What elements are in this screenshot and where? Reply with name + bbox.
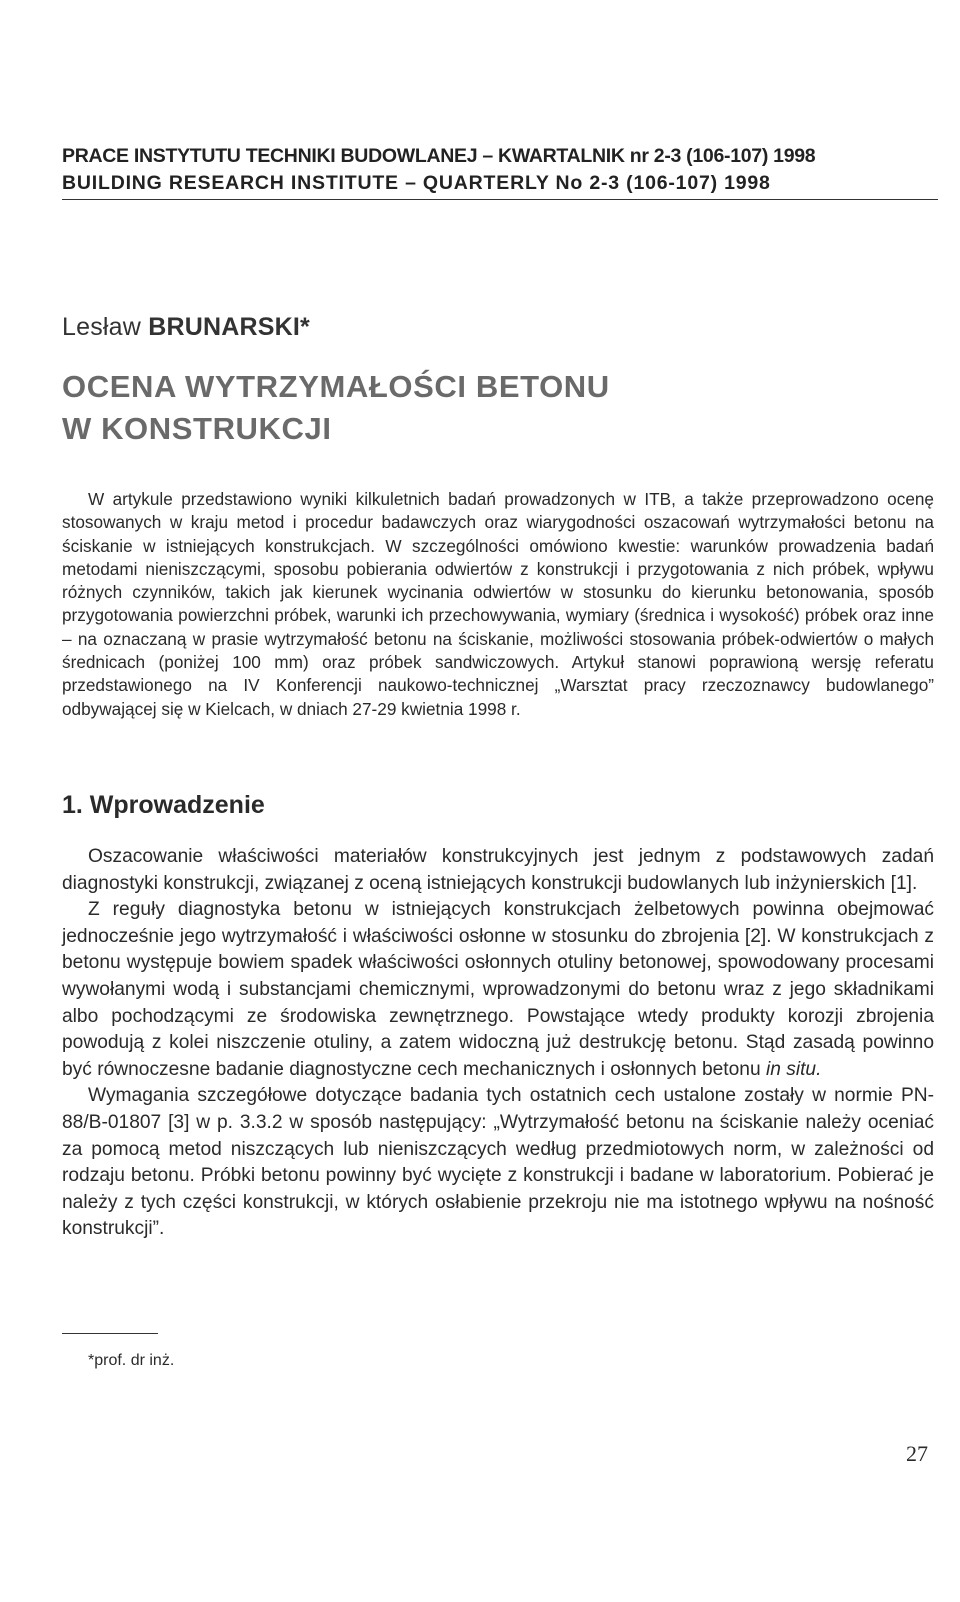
author — [62, 313, 310, 342]
journal-header — [62, 143, 938, 200]
paragraph-3: Wymagania szczegółowe dotyczące badania tych ostatnich cech ustalone zostały w normie PN-88/B-01807 [3] w p. 3.3.2 w sposób następujący: „Wytrzymałość betonu na ściskanie należy oceniać za pomocą metod niszczących lub nieniszczących według przedmiotowych norm, w zależności od rodzaju betonu. Próbki betonu powinny być wycięte z konstrukcji i badane w laboratorium. Pobierać je należy z tych części konstrukcji, w których osłabienie przekroju nie ma istotnego wpływu na nośność konstrukcji”. — [62, 1085, 934, 1240]
footnote-rule — [62, 1333, 158, 1334]
section-heading: 1. Wprowadzenie — [62, 791, 265, 819]
author-last-name: BRUNARSKI* — [148, 313, 310, 341]
paragraph-2 — [62, 897, 934, 1083]
article-title — [62, 366, 610, 450]
body-text — [62, 844, 934, 1243]
article-title-line-2: W KONSTRUKCJI — [62, 411, 332, 446]
abstract: W artykule przedstawiono wyniki kilkuletnich badań prowadzonych w ITB, a także przeprowadzono ocenę stosowanych w kraju metod i procedur badawczych oraz wiarygodności oszacowań wytrzymałości betonu na ściskanie w istniejących konstrukcjach. W szczególności omówiono kwestie: warunków prowadzenia badań metodami nieniszczącymi, sposobu pobierania odwiertów z konstrukcji i przygotowania z nich próbek, wpływu różnych czynników, takich jak kierunek wycinania odwiertów w stosunku do kierunku betonowania, sposób przygotowania powierzchni próbek, warunki ich przechowywania, wymiary (średnica i wysokość) próbek oraz inne – na oznaczaną w prasie wytrzymałość betonu na ściskanie, możliwości stosowania próbek-odwiertów o małych średnicach (poniżej 100 mm) oraz próbek sandwiczowych. Artykuł stanowi poprawioną wersję referatu przedstawionego na IV Konferencji naukowo-technicznej „Warsztat pracy rzeczoznawcy budowlanego” odbywającej się w Kielcach, w dniach 27-29 kwietnia 1998 r. — [62, 489, 934, 719]
header-rule — [62, 199, 938, 200]
page-number: 27 — [906, 1441, 928, 1466]
paragraph-2-text: Z reguły diagnostyka betonu w istniejących konstrukcjach żelbetowych powinna obejmować jednocześnie jego wytrzymałość i właściwości osłonne w stosunku do zbrojenia [2]. W konstrukcjach z betonu występuje bowiem spadek właściwości osłonnych otuliny betonowej, spowodowany procesami wywołanymi wodą i substancjami chemicznymi, wprowadzonymi do betonu wraz z jego składnikami albo pochodzącymi ze środowiska zewnętrznego. Powstające wtedy produkty korozji zbrojenia powodują z kolei niszczenie otuliny, a zatem widoczną już destrukcję betonu. Stąd zasadą powinno być równoczesne badanie diagnostyczne cech mechanicznych i osłonnych betonu — [62, 899, 934, 1080]
article-title-line-1: OCENA WYTRZYMAŁOŚCI BETONU — [62, 369, 610, 404]
journal-title-english: BUILDING RESEARCH INSTITUTE – QUARTERLY No 2-3 (106-107) 1998 — [62, 172, 771, 194]
footnote: *prof. dr inż. — [88, 1352, 175, 1369]
author-first-name: Lesław — [62, 313, 142, 341]
journal-title-polish: PRACE INSTYTUTU TECHNIKI BUDOWLANEJ – KWARTALNIK nr 2-3 (106-107) 1998 — [62, 145, 816, 167]
paragraph-1: Oszacowanie właściwości materiałów konstrukcyjnych jest jednym z podstawowych zadań diagnostyki konstrukcji, związanej z oceną istniejących konstrukcji budowlanych lub inżynierskich [1]. — [62, 846, 934, 894]
paragraph-2-italic: in situ. — [765, 1058, 822, 1080]
